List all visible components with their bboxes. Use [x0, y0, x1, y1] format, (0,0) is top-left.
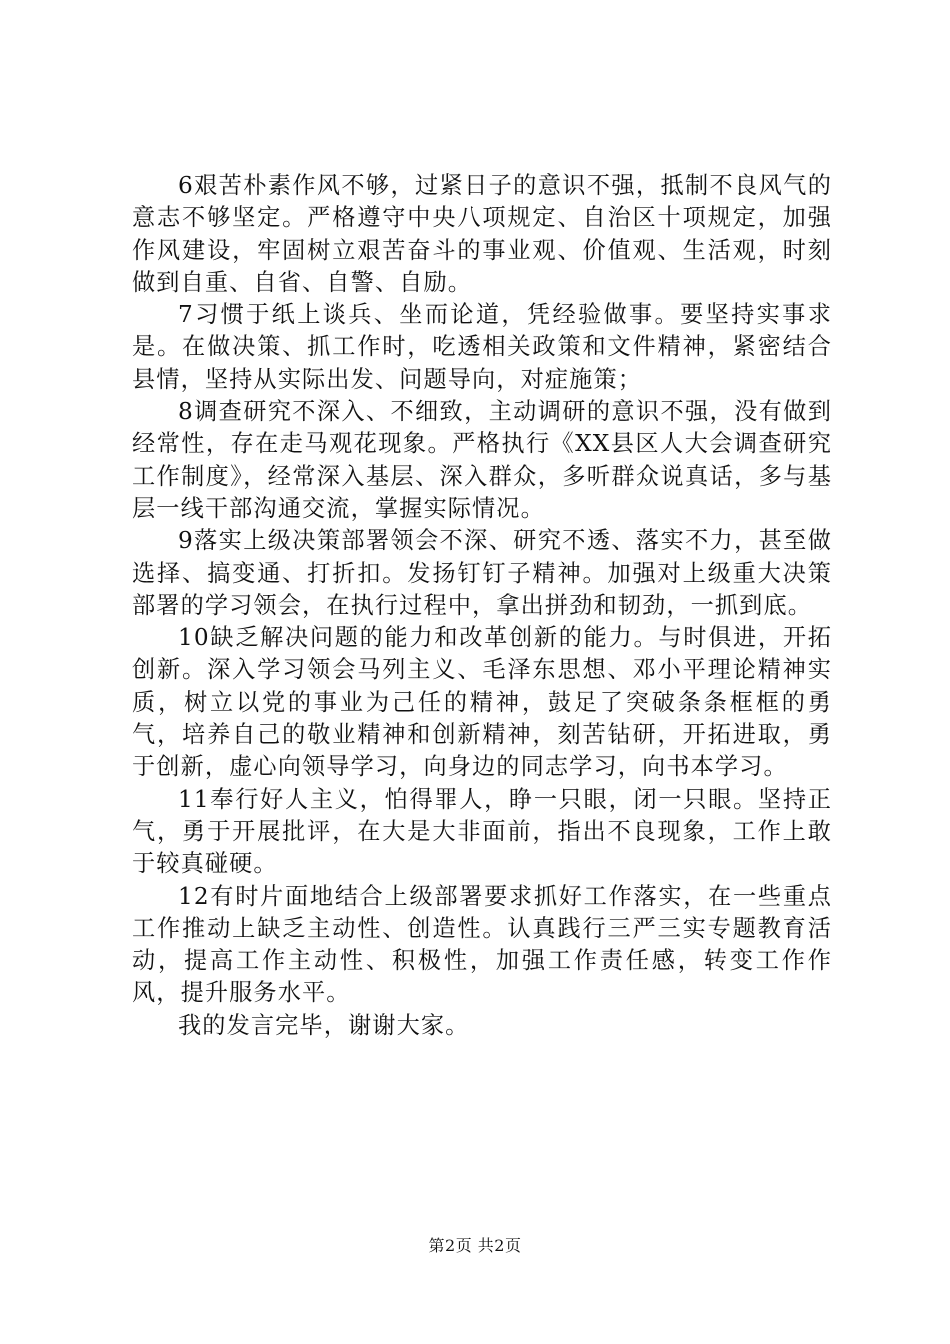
paragraph-item-8: 8调查研究不深入、不细致，主动调研的意识不强，没有做到经常性，存在走马观花现象。严格执行《XX县区人大会调查研究工作制度》，经常深入基层、深入群众，多听群众说真话，多与基层一线干部沟通交流，掌握实际情况。 [132, 398, 832, 522]
page-footer [0, 1236, 950, 1256]
paragraph-item-12: 12有时片面地结合上级部署要求抓好工作落实，在一些重点工作推动上缺乏主动性、创造性。认真践行三严三实专题教育活动，提高工作主动性、积极性，加强工作责任感，转变工作作风，提升服务水平。 [132, 882, 832, 1007]
closing-remark: 我的发言完毕，谢谢大家。 [178, 1011, 470, 1039]
paragraph-item-11: 11奉行好人主义，怕得罪人，睁一只眼，闭一只眼。坚持正气，勇于开展批评，在大是大非面前，指出不良现象，工作上敢于较真碰硬。 [132, 785, 832, 878]
paragraph-item-7: 7习惯于纸上谈兵、坐而论道，凭经验做事。要坚持实事求是。在做决策、抓工作时，吃透相关政策和文件精神，紧密结合县情，坚持从实际出发、问题导向，对症施策； [132, 301, 832, 393]
paragraph-item-9: 9落实上级决策部署领会不深、研究不透、落实不力，甚至做选择、搞变通、打折扣。发扬钉钉子精神。加强对上级重大决策部署的学习领会，在执行过程中，拿出拼劲和韧劲，一抓到底。 [132, 527, 832, 619]
paragraph-item-6: 6艰苦朴素作风不够，过紧日子的意识不强，抵制不良风气的意志不够坚定。严格遵守中央八项规定、自治区十项规定，加强作风建设，牢固树立艰苦奋斗的事业观、价值观、生活观，时刻做到自重、自省、自警、自励。 [132, 172, 832, 296]
paragraph-item-10: 10缺乏解决问题的能力和改革创新的能力。与时俱进，开拓创新。深入学习领会马列主义、毛泽东思想、邓小平理论精神实质，树立以党的事业为己任的精神，鼓足了突破条条框框的勇气，培养自己的敬业精神和创新精神，刻苦钻研，开拓进取，勇于创新，虚心向领导学习，向身边的同志学习，向书本学习。 [132, 624, 832, 781]
document-body [132, 170, 832, 1042]
page-number-label: 第2页 共2页 [428, 1236, 522, 1255]
